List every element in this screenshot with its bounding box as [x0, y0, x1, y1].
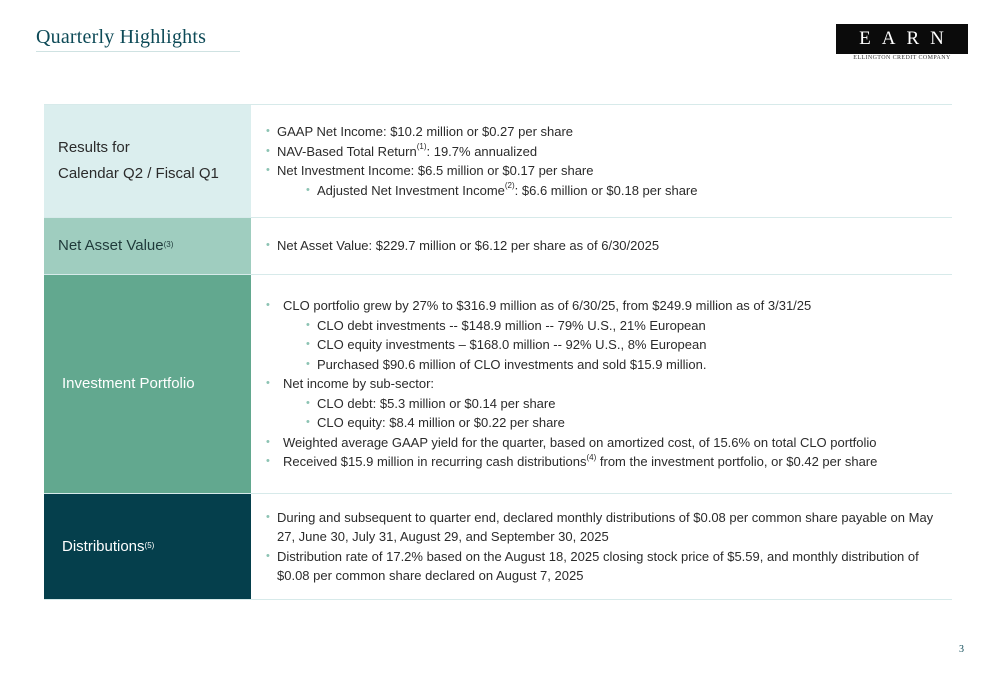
- row-investment-portfolio: [44, 275, 952, 494]
- row-label-investment-portfolio: Investment Portfolio: [44, 275, 251, 493]
- bullet-text: : $6.6 million or $0.18 per share: [514, 182, 698, 198]
- row-content-investment-portfolio: [251, 275, 952, 493]
- bullet-clo-equity-investments: • CLO equity investments – $168.0 million -- 92% U.S., 8% European: [306, 335, 952, 355]
- footnote-ref: (4): [586, 452, 597, 462]
- logo-subtitle: ELLINGTON CREDIT COMPANY: [853, 55, 951, 61]
- row-label-results: [44, 105, 251, 217]
- nav-label: Net Asset Value: [58, 237, 164, 254]
- bullet-gaap-yield: • Weighted average GAAP yield for the quarter, based on amortized cost, of 15.6% on total CLO portfolio: [266, 433, 952, 453]
- footnote-ref: (1): [416, 142, 427, 152]
- bullet-text: : 19.7% annualized: [426, 143, 538, 159]
- row-distributions: [44, 494, 952, 600]
- title-underline: [36, 51, 240, 52]
- distributions-label: Distributions: [62, 537, 145, 555]
- page-title: Quarterly Highlights: [36, 26, 207, 48]
- bullet-text: NAV-Based Total Return: [277, 143, 417, 159]
- row-results: [44, 105, 952, 218]
- row-content-nav: [251, 218, 952, 274]
- bullet-clo-growth: • CLO portfolio grew by 27% to $316.9 million as of 6/30/25, from $249.9 million as of 3/31/25: [266, 296, 952, 316]
- bullet-net-investment-income: • Net Investment Income: $6.5 million or $0.17 per share: [266, 161, 952, 181]
- highlights-table: [44, 104, 952, 600]
- bullet-text: Received $15.9 million in recurring cash distributions: [283, 454, 587, 470]
- row-nav: [44, 218, 952, 275]
- results-label-line2: Calendar Q2 / Fiscal Q1: [58, 165, 219, 182]
- bullet-monthly-distributions: • During and subsequent to quarter end, declared monthly distributions of $0.08 per common share payable on May 27, June 30, July 31, August 29, and September 30, 2025: [266, 508, 952, 547]
- bullet-text: Adjusted Net Investment Income: [317, 182, 505, 198]
- bullet-net-asset-value: • Net Asset Value: $229.7 million or $6.12 per share as of 6/30/2025: [266, 236, 952, 256]
- bullet-purchases-sales: • Purchased $90.6 million of CLO investments and sold $15.9 million.: [306, 355, 952, 375]
- bullet-net-income-subsector: • Net income by sub-sector:: [266, 374, 952, 394]
- results-label-line1: Results for: [58, 139, 130, 156]
- earn-logo: EARN: [836, 24, 968, 54]
- bullet-nav-total-return: [266, 142, 952, 162]
- bullet-cash-distributions: [266, 452, 952, 472]
- bullet-clo-debt-investments: • CLO debt investments -- $148.9 million -- 79% U.S., 21% European: [306, 316, 952, 336]
- page-number: 3: [959, 644, 964, 655]
- bullet-distribution-rate: • Distribution rate of 17.2% based on the August 18, 2025 closing stock price of $5.59, and monthly distribution of $0.08 per common share declared on August 7, 2025: [266, 547, 952, 586]
- row-label-distributions: Distributions $^{(5)}$: [44, 494, 251, 599]
- footnote-ref: (2): [504, 181, 515, 191]
- bullet-clo-debt-income: • CLO debt: $5.3 million or $0.14 per share: [306, 394, 952, 414]
- bullet-adjusted-nii: [306, 181, 952, 201]
- row-content-results: [251, 105, 952, 217]
- bullet-gaap-net-income: • GAAP Net Income: $10.2 million or $0.27 per share: [266, 122, 952, 142]
- row-content-distributions: [251, 494, 952, 599]
- bullet-clo-equity-income: • CLO equity: $8.4 million or $0.22 per share: [306, 413, 952, 433]
- bullet-text: from the investment portfolio, or $0.42 per share: [596, 454, 878, 470]
- row-label-nav: Net Asset Value $^{(3)}$: [44, 218, 251, 274]
